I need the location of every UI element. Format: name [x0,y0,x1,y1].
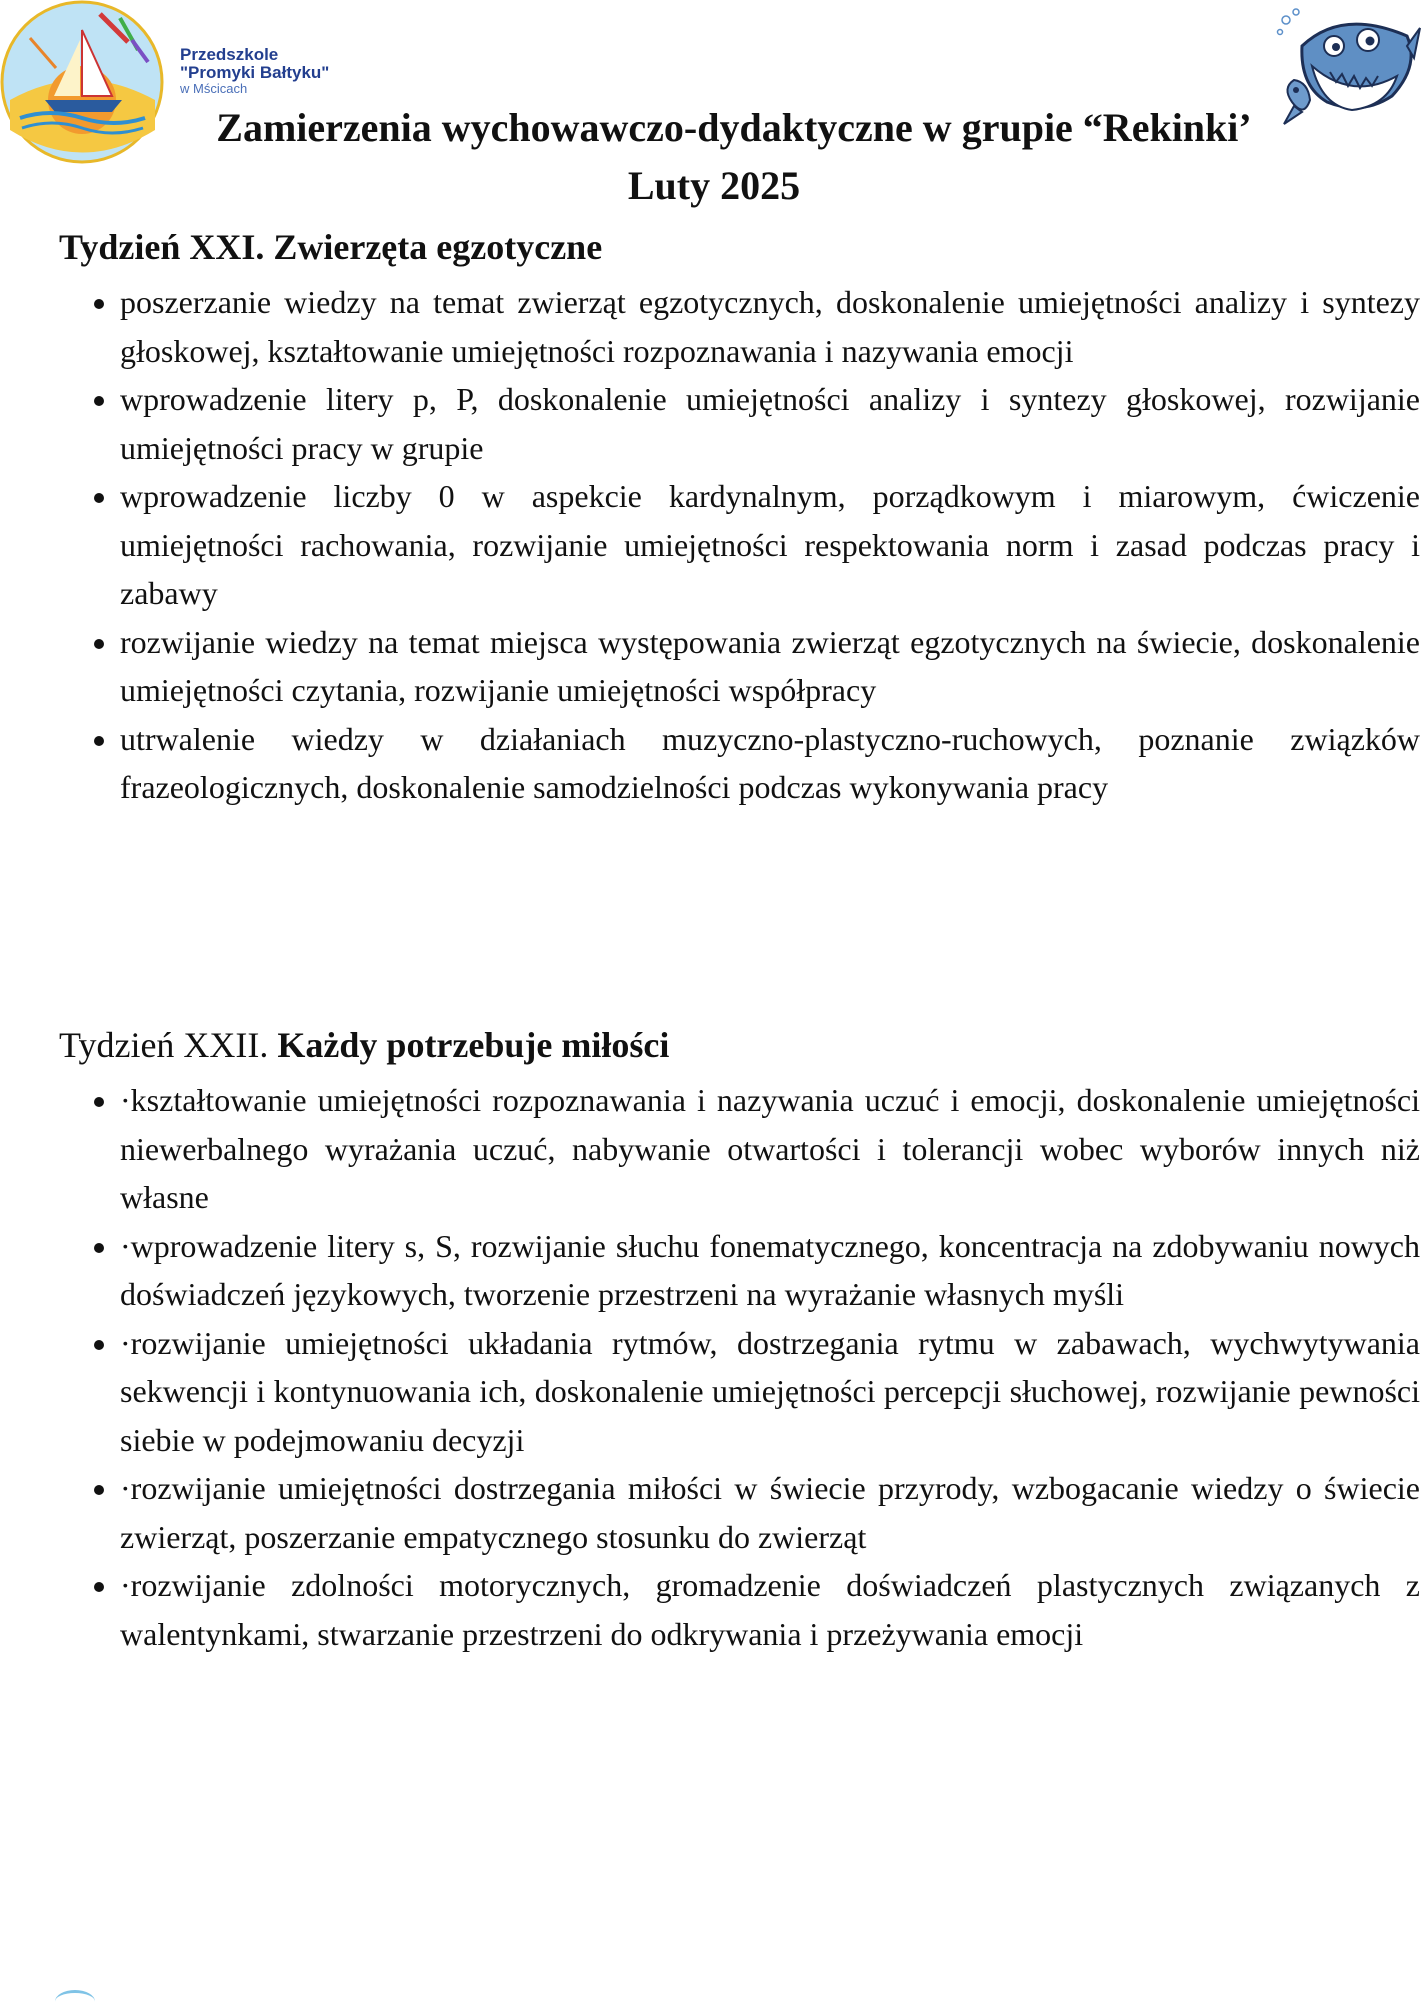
week-topic: Każdy potrzebuje miłości [277,1025,670,1065]
week-topic: Zwierzęta egzotyczne [273,227,603,267]
week-label: Tydzień XXI. [59,227,265,267]
list-item: • ·wprowadzenie litery s, S, rozwijanie słuchu fonematycznego, koncentracja na zdobywaniu nowych doświadczeń językowych, tworzenie przestrzeni na wyrażanie własnych myśli [120,1222,1420,1319]
kindergarten-brand [180,46,329,95]
list-item: • ·rozwijanie zdolności motorycznych, gromadzenie doświadczeń plastycznych związanych z walentynkami, stwarzanie przestrzeni do odkrywania i przeżywania emocji [120,1561,1420,1658]
list-item: • poszerzanie wiedzy na temat zwierząt egzotycznych, doskonalenie umiejętności analizy i syntezy głoskowej, kształtowanie umiejętności rozpoznawania i nazywania emocji [120,278,1420,375]
list-item: • wprowadzenie litery p, P, doskonalenie umiejętności analizy i syntezy głoskowej, rozwijanie umiejętności pracy w grupie [120,375,1420,472]
list-item: • rozwijanie wiedzy na temat miejsca występowania zwierząt egzotycznych na świecie, doskonalenie umiejętności czytania, rozwijanie umiejętności współpracy [120,618,1420,715]
list-item: • ·rozwijanie umiejętności dostrzegania miłości w świecie przyrody, wzbogacanie wiedzy o świecie zwierząt, poszerzanie empatycznego stosunku do zwierząt [120,1464,1420,1561]
page-title: Zamierzenia wychowawczo-dydaktyczne w grupie “Rekinki’ [216,105,1252,150]
brand-line-3: w Mścicach [180,80,248,96]
week-label: Tydzień XXII. [59,1025,269,1065]
list-item: • ·kształtowanie umiejętności rozpoznawania i nazywania uczuć i emocji, doskonalenie umiejętności niewerbalnego wyrażania uczuć, nabywanie otwartości i tolerancji wobec wyborów innych niż własne [120,1076,1420,1222]
week-heading [59,1024,1359,1066]
week-goals-list [59,278,1420,812]
week-heading [59,226,1359,268]
brand-line-2: "Promyki Bałtyku" [180,62,330,82]
brand-line-1: Przedszkole [180,45,279,64]
list-item: • wprowadzenie liczby 0 w aspekcie kardynalnym, porządkowym i miarowym, ćwiczenie umiejętności rachowania, rozwijanie umiejętności respektowania norm i zasad podczas pracy i zabawy [120,472,1420,618]
week-goals-list [59,1076,1420,1658]
list-item: • utrwalenie wiedzy w działaniach muzyczno-plastyczno-ruchowych, poznanie związków frazeologicznych, doskonalenie samodzielności podczas wykonywania pracy [120,715,1420,812]
list-item: • ·rozwijanie umiejętności układania rytmów, dostrzegania rytmu w zabawach, wychwytywania sekwencji i kontynuowania ich, doskonalenie umiejętności percepcji słuchowej, rozwijanie pewności siebie w podejmowaniu decyzji [120,1319,1420,1465]
decorative-arc [55,1990,95,2013]
page-subtitle-month: Luty 2025 [627,163,801,208]
